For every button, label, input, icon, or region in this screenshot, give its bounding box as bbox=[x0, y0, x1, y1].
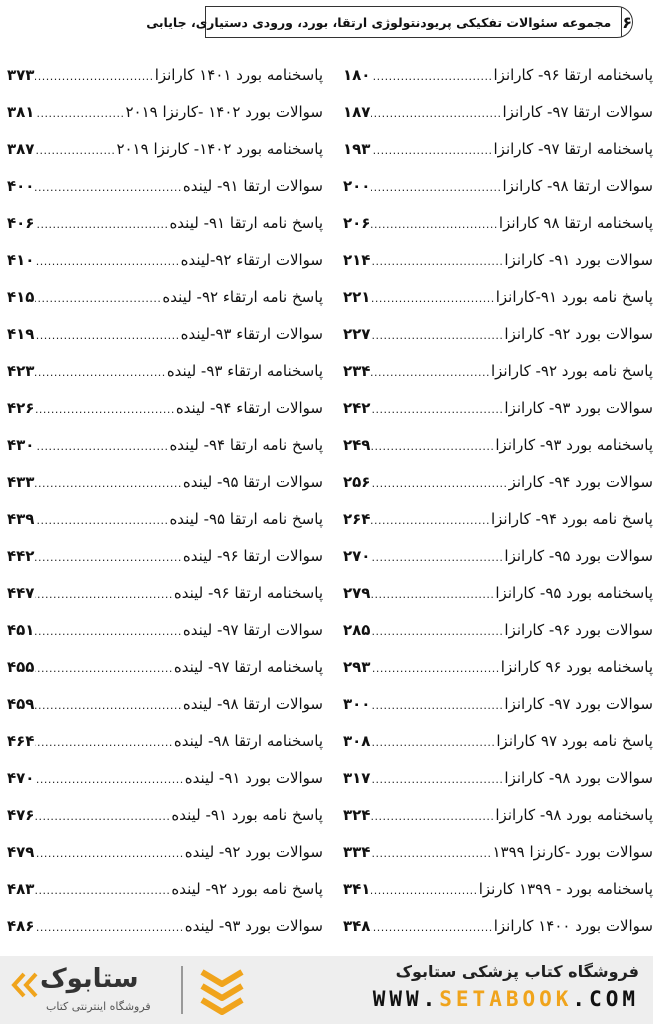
toc-entry-title: سوالات بورد ۹۷- کارانزا bbox=[504, 694, 653, 713]
toc-entry bbox=[7, 315, 323, 352]
dot-leader bbox=[35, 737, 172, 748]
page-header bbox=[146, 6, 633, 38]
dot-leader bbox=[35, 71, 153, 82]
toc-entry-title: سوالات ارتقا ۹۶- لینده bbox=[182, 546, 323, 565]
toc-entry bbox=[343, 130, 653, 167]
toc-entry-page: ۴۶۴ bbox=[7, 731, 35, 750]
toc-entry-page: ۴۱۰ bbox=[7, 250, 35, 269]
dot-leader bbox=[371, 182, 501, 193]
toc-entry-title: سوالات بورد ۹۲- لینده bbox=[184, 842, 323, 861]
dot-leader bbox=[371, 478, 507, 489]
toc-entry bbox=[343, 722, 653, 759]
toc-entry bbox=[7, 426, 323, 463]
dot-leader bbox=[35, 330, 179, 341]
dot-leader bbox=[371, 700, 503, 711]
dot-leader bbox=[35, 552, 181, 563]
toc-entry bbox=[343, 167, 653, 204]
store-name: فروشگاه کتاب پزشکی ستابوک bbox=[395, 962, 639, 981]
dot-leader bbox=[35, 256, 179, 267]
toc-entry bbox=[7, 500, 323, 537]
url-suffix: .COM bbox=[572, 987, 639, 1011]
dot-leader bbox=[371, 552, 503, 563]
toc-entry-title: پاسخنامه ارتقا ۹۸- لینده bbox=[173, 731, 323, 750]
toc-entry-page: ۴۲۳ bbox=[7, 361, 35, 380]
toc-entry-title: پاسخنامه ارتقا ۹۷- کارانزا bbox=[493, 139, 653, 158]
dot-leader bbox=[371, 367, 490, 378]
toc-entry bbox=[7, 463, 323, 500]
dot-leader bbox=[371, 774, 503, 785]
dot-leader bbox=[35, 478, 181, 489]
toc-entry bbox=[7, 907, 323, 944]
toc-entry bbox=[7, 204, 323, 241]
toc-entry-page: ۳۷۳ bbox=[7, 65, 35, 84]
dot-leader bbox=[371, 626, 503, 637]
toc-entry-page: ۴۷۶ bbox=[7, 805, 35, 824]
toc-entry-title: سوالات ارتقا ۹۱- لینده bbox=[182, 176, 323, 195]
toc-entry-page: ۴۳۳ bbox=[7, 472, 35, 491]
toc-entry-page: ۲۲۷ bbox=[343, 324, 371, 343]
dot-leader bbox=[371, 441, 494, 452]
toc-entry-page: ۱۸۷ bbox=[343, 102, 371, 121]
toc-entry bbox=[7, 870, 323, 907]
toc-entry-title: پاسخ نامه ارتقا ۹۴- لینده bbox=[169, 435, 323, 454]
dot-leader bbox=[371, 848, 491, 859]
dot-leader bbox=[371, 922, 492, 933]
logo-subtitle: فروشگاه اینترنتی کتاب bbox=[46, 1000, 151, 1013]
logo-wordmark: ستابوک bbox=[40, 964, 139, 994]
toc-entry bbox=[343, 611, 653, 648]
dot-leader bbox=[35, 145, 115, 156]
toc-entry-page: ۳۴۱ bbox=[343, 879, 371, 898]
dot-leader bbox=[35, 515, 168, 526]
toc-entry bbox=[343, 574, 653, 611]
dot-leader bbox=[371, 108, 501, 119]
toc-entry-page: ۴۰۶ bbox=[7, 213, 35, 232]
toc-entry-page: ۲۰۰ bbox=[343, 176, 371, 195]
toc-entry-page: ۴۵۵ bbox=[7, 657, 35, 676]
dot-leader bbox=[371, 737, 495, 748]
toc-entry-title: پاسخ نامه ارتقاء ۹۲- لینده bbox=[162, 287, 323, 306]
toc-entry-page: ۳۱۷ bbox=[343, 768, 371, 787]
toc-entry-title: پاسخ نامه ارتقا ۹۱- لینده bbox=[169, 213, 323, 232]
dot-leader bbox=[35, 700, 181, 711]
toc-entry bbox=[343, 759, 653, 796]
toc-entry-page: ۴۷۹ bbox=[7, 842, 35, 861]
toc-entry bbox=[343, 833, 653, 870]
dot-leader bbox=[371, 293, 494, 304]
toc-entry-title: سوالات بورد -کارنزا ۱۳۹۹ bbox=[492, 842, 653, 861]
toc-entry-title: سوالات بورد ۹۲- کارانزا bbox=[504, 324, 653, 343]
toc-entry-title: سوالات بورد ۹۱- کارانزا bbox=[504, 250, 653, 269]
toc-entry bbox=[343, 463, 653, 500]
toc-entry-page: ۲۸۵ bbox=[343, 620, 371, 639]
toc-entry-page: ۴۱۵ bbox=[7, 287, 35, 306]
toc-entry bbox=[343, 204, 653, 241]
toc-entry-page: ۲۷۹ bbox=[343, 583, 371, 602]
store-ad bbox=[373, 962, 639, 1011]
toc-entry bbox=[7, 278, 323, 315]
toc-entry bbox=[343, 796, 653, 833]
toc-entry-title: سوالات بورد ۱۴۰۲ -کارنزا ۲۰۱۹ bbox=[125, 102, 323, 121]
dot-leader bbox=[35, 885, 170, 896]
toc-entry bbox=[7, 648, 323, 685]
toc-entry bbox=[7, 685, 323, 722]
toc-entry-title: پاسخنامه ارتقا ۹۷- لینده bbox=[173, 657, 323, 676]
toc-entry-title: سوالات ارتقا ۹۵- لینده bbox=[182, 472, 323, 491]
toc-entry bbox=[343, 426, 653, 463]
dot-leader bbox=[35, 626, 181, 637]
chevron-stack-icon bbox=[196, 964, 248, 1016]
toc-entry-title: پاسخ نامه بورد ۹۱- لینده bbox=[171, 805, 323, 824]
toc-entry bbox=[343, 315, 653, 352]
toc-entry bbox=[343, 389, 653, 426]
toc-entry-title: سوالات ارتقاء ۹۳-لینده bbox=[180, 324, 323, 343]
toc-entry-page: ۲۱۴ bbox=[343, 250, 371, 269]
toc-entry-page: ۲۰۶ bbox=[343, 213, 371, 232]
toc-entry-title: سوالات بورد ۹۸- کارانزا bbox=[504, 768, 653, 787]
toc-entry bbox=[7, 537, 323, 574]
toc-entry-page: ۲۵۶ bbox=[343, 472, 371, 491]
dot-leader bbox=[35, 219, 168, 230]
dot-leader bbox=[35, 589, 172, 600]
toc-entry-page: ۴۳۰ bbox=[7, 435, 35, 454]
toc-entry bbox=[7, 130, 323, 167]
toc-entry bbox=[343, 537, 653, 574]
dot-leader bbox=[35, 811, 170, 822]
toc-entry bbox=[7, 241, 323, 278]
toc-entry-page: ۲۴۹ bbox=[343, 435, 371, 454]
dot-leader bbox=[35, 293, 161, 304]
toc-entry-title: پاسخ نامه ارتقا ۹۵- لینده bbox=[169, 509, 323, 528]
toc-entry-page: ۲۹۳ bbox=[343, 657, 371, 676]
toc-entry-page: ۴۸۶ bbox=[7, 916, 35, 935]
double-arrow-icon bbox=[10, 970, 40, 1000]
dot-leader bbox=[371, 404, 503, 415]
toc-entry-title: پاسخ نامه بورد ۹۱-کارانزا bbox=[495, 287, 653, 306]
toc-entry-title: سوالات بورد ۹۴- کارانز bbox=[508, 472, 653, 491]
toc-entry bbox=[343, 352, 653, 389]
toc-entry-page: ۴۳۹ bbox=[7, 509, 35, 528]
footer-ad-banner bbox=[0, 956, 653, 1024]
toc-entry-title: سوالات بورد ۹۳- لینده bbox=[184, 916, 323, 935]
toc-entry-title: سوالات ارتقا ۹۸- لینده bbox=[182, 694, 323, 713]
toc-entry-title: سوالات بورد ۹۱- لینده bbox=[184, 768, 323, 787]
toc-entry bbox=[7, 611, 323, 648]
dot-leader bbox=[35, 182, 181, 193]
dot-leader bbox=[35, 441, 168, 452]
logo-divider bbox=[181, 966, 183, 1014]
toc-entry-page: ۴۷۰ bbox=[7, 768, 35, 787]
toc-entry bbox=[7, 722, 323, 759]
toc-entry-page: ۱۸۰ bbox=[343, 65, 371, 84]
toc-entry-page: ۴۴۲ bbox=[7, 546, 35, 565]
toc-entry bbox=[7, 167, 323, 204]
toc-entry-title: پاسخنامه بورد ۹۳- کارانزا bbox=[495, 435, 653, 454]
toc-entry-page: ۳۴۸ bbox=[343, 916, 371, 935]
toc-entry-title: پاسخنامه بورد ۱۴۰۲- کارنزا ۲۰۱۹ bbox=[116, 139, 323, 158]
dot-leader bbox=[371, 811, 494, 822]
toc-entry-title: پاسخ نامه بورد ۹۲- کارانزا bbox=[490, 361, 653, 380]
toc-entry-page: ۳۲۴ bbox=[343, 805, 371, 824]
toc-entry-title: پاسخنامه ارتقاء ۹۳- لینده bbox=[166, 361, 323, 380]
toc-entry-title: پاسخ نامه بورد ۹۴- کارانزا bbox=[490, 509, 653, 528]
toc-entry-page: ۴۰۰ bbox=[7, 176, 35, 195]
toc-entry bbox=[343, 278, 653, 315]
toc-entry-title: سوالات ارتقاء ۹۴- لینده bbox=[175, 398, 323, 417]
table-of-contents bbox=[0, 56, 653, 946]
toc-entry-title: پاسخنامه بورد ۹۸- کارانزا bbox=[495, 805, 653, 824]
toc-entry-title: پاسخنامه ارتقا ۹۶- لینده bbox=[173, 583, 323, 602]
toc-entry-page: ۴۸۳ bbox=[7, 879, 35, 898]
url-prefix: WWW. bbox=[372, 987, 440, 1011]
dot-leader bbox=[371, 256, 503, 267]
page-number: ۶ bbox=[621, 7, 632, 37]
dot-leader bbox=[371, 663, 499, 674]
toc-entry bbox=[7, 796, 323, 833]
dot-leader bbox=[371, 515, 490, 526]
toc-entry-page: ۳۸۱ bbox=[7, 102, 35, 121]
toc-entry-page: ۴۴۷ bbox=[7, 583, 35, 602]
toc-column-left bbox=[7, 56, 323, 946]
toc-entry-title: سوالات ارتقا ۹۸- کارانزا bbox=[502, 176, 653, 195]
toc-entry-title: سوالات بورد ۹۵- کارانزا bbox=[504, 546, 653, 565]
book-title: مجموعه سئوالات تفکیکی پریودنتولوژی ارتقا، بورد، ورودی دستیاری، جایابی bbox=[146, 14, 612, 30]
toc-entry-page: ۱۹۳ bbox=[343, 139, 371, 158]
toc-entry-title: پاسخنامه ارتقا ۹۸ کارانزا bbox=[498, 213, 653, 232]
toc-entry-page: ۲۷۰ bbox=[343, 546, 371, 565]
toc-entry bbox=[7, 93, 323, 130]
dot-leader bbox=[371, 589, 494, 600]
toc-entry bbox=[343, 56, 653, 93]
url-brand: SETABOOK bbox=[439, 987, 573, 1011]
toc-entry bbox=[343, 685, 653, 722]
dot-leader bbox=[371, 145, 492, 156]
dot-leader bbox=[35, 848, 183, 859]
toc-entry bbox=[343, 241, 653, 278]
toc-entry-page: ۴۵۹ bbox=[7, 694, 35, 713]
toc-entry-page: ۳۰۰ bbox=[343, 694, 371, 713]
dot-leader bbox=[35, 663, 172, 674]
toc-entry bbox=[7, 389, 323, 426]
toc-entry bbox=[7, 833, 323, 870]
toc-entry-title: سوالات ارتقا ۹۷- کارانزا bbox=[502, 102, 653, 121]
toc-entry-title: پاسخ نامه بورد ۹۷ کارانزا bbox=[496, 731, 653, 750]
dot-leader bbox=[35, 404, 174, 415]
toc-entry-page: ۴۲۶ bbox=[7, 398, 35, 417]
dot-leader bbox=[371, 219, 497, 230]
toc-entry-page: ۴۱۹ bbox=[7, 324, 35, 343]
dot-leader bbox=[35, 367, 165, 378]
toc-entry bbox=[343, 907, 653, 944]
toc-entry bbox=[343, 648, 653, 685]
toc-entry-title: پاسخنامه بورد - ۱۳۹۹ کارنزا bbox=[478, 879, 653, 898]
store-url[interactable] bbox=[373, 987, 639, 1011]
toc-entry bbox=[7, 56, 323, 93]
toc-entry bbox=[7, 759, 323, 796]
toc-entry bbox=[7, 574, 323, 611]
dot-leader bbox=[371, 71, 492, 82]
toc-entry bbox=[343, 870, 653, 907]
toc-entry-page: ۲۲۱ bbox=[343, 287, 371, 306]
toc-entry-page: ۳۰۸ bbox=[343, 731, 371, 750]
dot-leader bbox=[371, 885, 477, 896]
dot-leader bbox=[35, 774, 183, 785]
toc-column-right bbox=[343, 56, 653, 946]
toc-entry-page: ۳۳۴ bbox=[343, 842, 371, 861]
dot-leader bbox=[35, 108, 124, 119]
toc-entry-title: سوالات ارتقا ۹۷- لینده bbox=[182, 620, 323, 639]
toc-entry bbox=[343, 93, 653, 130]
dot-leader bbox=[35, 922, 183, 933]
toc-entry bbox=[343, 500, 653, 537]
toc-entry-title: پاسخنامه بورد ۱۴۰۱ کارانزا bbox=[154, 65, 323, 84]
toc-entry-title: سوالات بورد ۹۶- کارانزا bbox=[504, 620, 653, 639]
toc-entry-page: ۴۵۱ bbox=[7, 620, 35, 639]
toc-entry bbox=[7, 352, 323, 389]
setabook-logo bbox=[6, 962, 256, 1018]
toc-entry-page: ۲۳۴ bbox=[343, 361, 371, 380]
toc-entry-title: پاسخنامه ارتقا ۹۶- کارانزا bbox=[493, 65, 653, 84]
dot-leader bbox=[371, 330, 503, 341]
toc-entry-title: سوالات بورد ۹۳- کارانزا bbox=[504, 398, 653, 417]
toc-entry-title: پاسخ نامه بورد ۹۲- لینده bbox=[171, 879, 323, 898]
toc-entry-page: ۳۸۷ bbox=[7, 139, 35, 158]
toc-entry-title: پاسخنامه بورد ۹۵- کارانزا bbox=[495, 583, 653, 602]
toc-entry-title: پاسخنامه بورد ۹۶ کارانزا bbox=[500, 657, 653, 676]
toc-entry-page: ۲۶۴ bbox=[343, 509, 371, 528]
toc-entry-title: سوالات ارتقاء ۹۲-لینده bbox=[180, 250, 323, 269]
toc-entry-page: ۲۴۲ bbox=[343, 398, 371, 417]
toc-entry-title: سوالات بورد ۱۴۰۰ کارانزا bbox=[493, 916, 653, 935]
